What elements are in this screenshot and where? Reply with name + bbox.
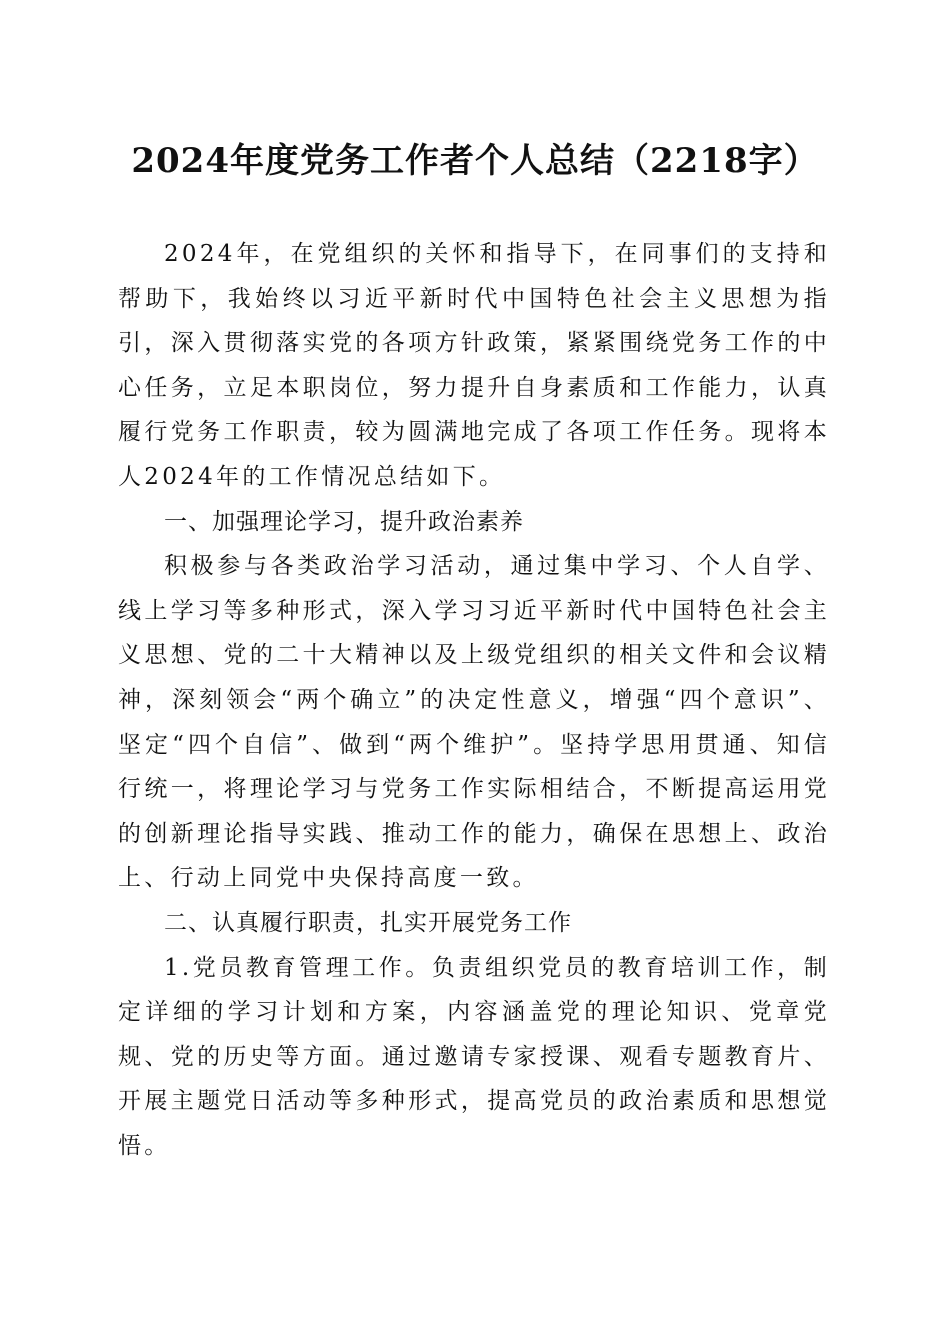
document-title: 2024年度党务工作者个人总结（2218字） [131,141,819,181]
section-2-item-1-paragraph: 1.党员教育管理工作。负责组织党员的教育培训工作，制定详细的学习计划和方案，内容涵盖党的理论知识、党章党规、党的历史等方面。通过邀请专家授课、观看专题教育片、开展主题党日活动等多种形式，提高党员的政治素质和思想觉悟。 [118,954,830,1159]
intro-paragraph: 2024年，在党组织的关怀和指导下，在同事们的支持和帮助下，我始终以习近平新时代中国特色社会主义思想为指引，深入贯彻落实党的各项方针政策，紧紧围绕党务工作的中心任务，立足本职岗位，努力提升自身素质和工作能力，认真履行党务工作职责，较为圆满地完成了各项工作任务。现将本人2024年的工作情况总结如下。 [118,241,830,490]
section-1-paragraph: 积极参与各类政治学习活动，通过集中学习、个人自学、线上学习等多种形式，深入学习习近平新时代中国特色社会主义思想、党的二十大精神以及上级党组织的相关文件和会议精神，深刻领会“两个确立”的决定性意义，增强“四个意识”、坚定“四个自信”、做到“两个维护”。坚持学思用贯通、知信行统一，将理论学习与党务工作实际相结合，不断提高运用党的创新理论指导实践、推动工作的能力，确保在思想上、政治上、行动上同党中央保持高度一致。 [118,553,830,892]
document-body [118,232,830,1168]
section-heading-2: 二、认真履行职责，扎实开展党务工作 [164,909,572,936]
section-heading-1: 一、加强理论学习，提升政治素养 [164,508,524,535]
